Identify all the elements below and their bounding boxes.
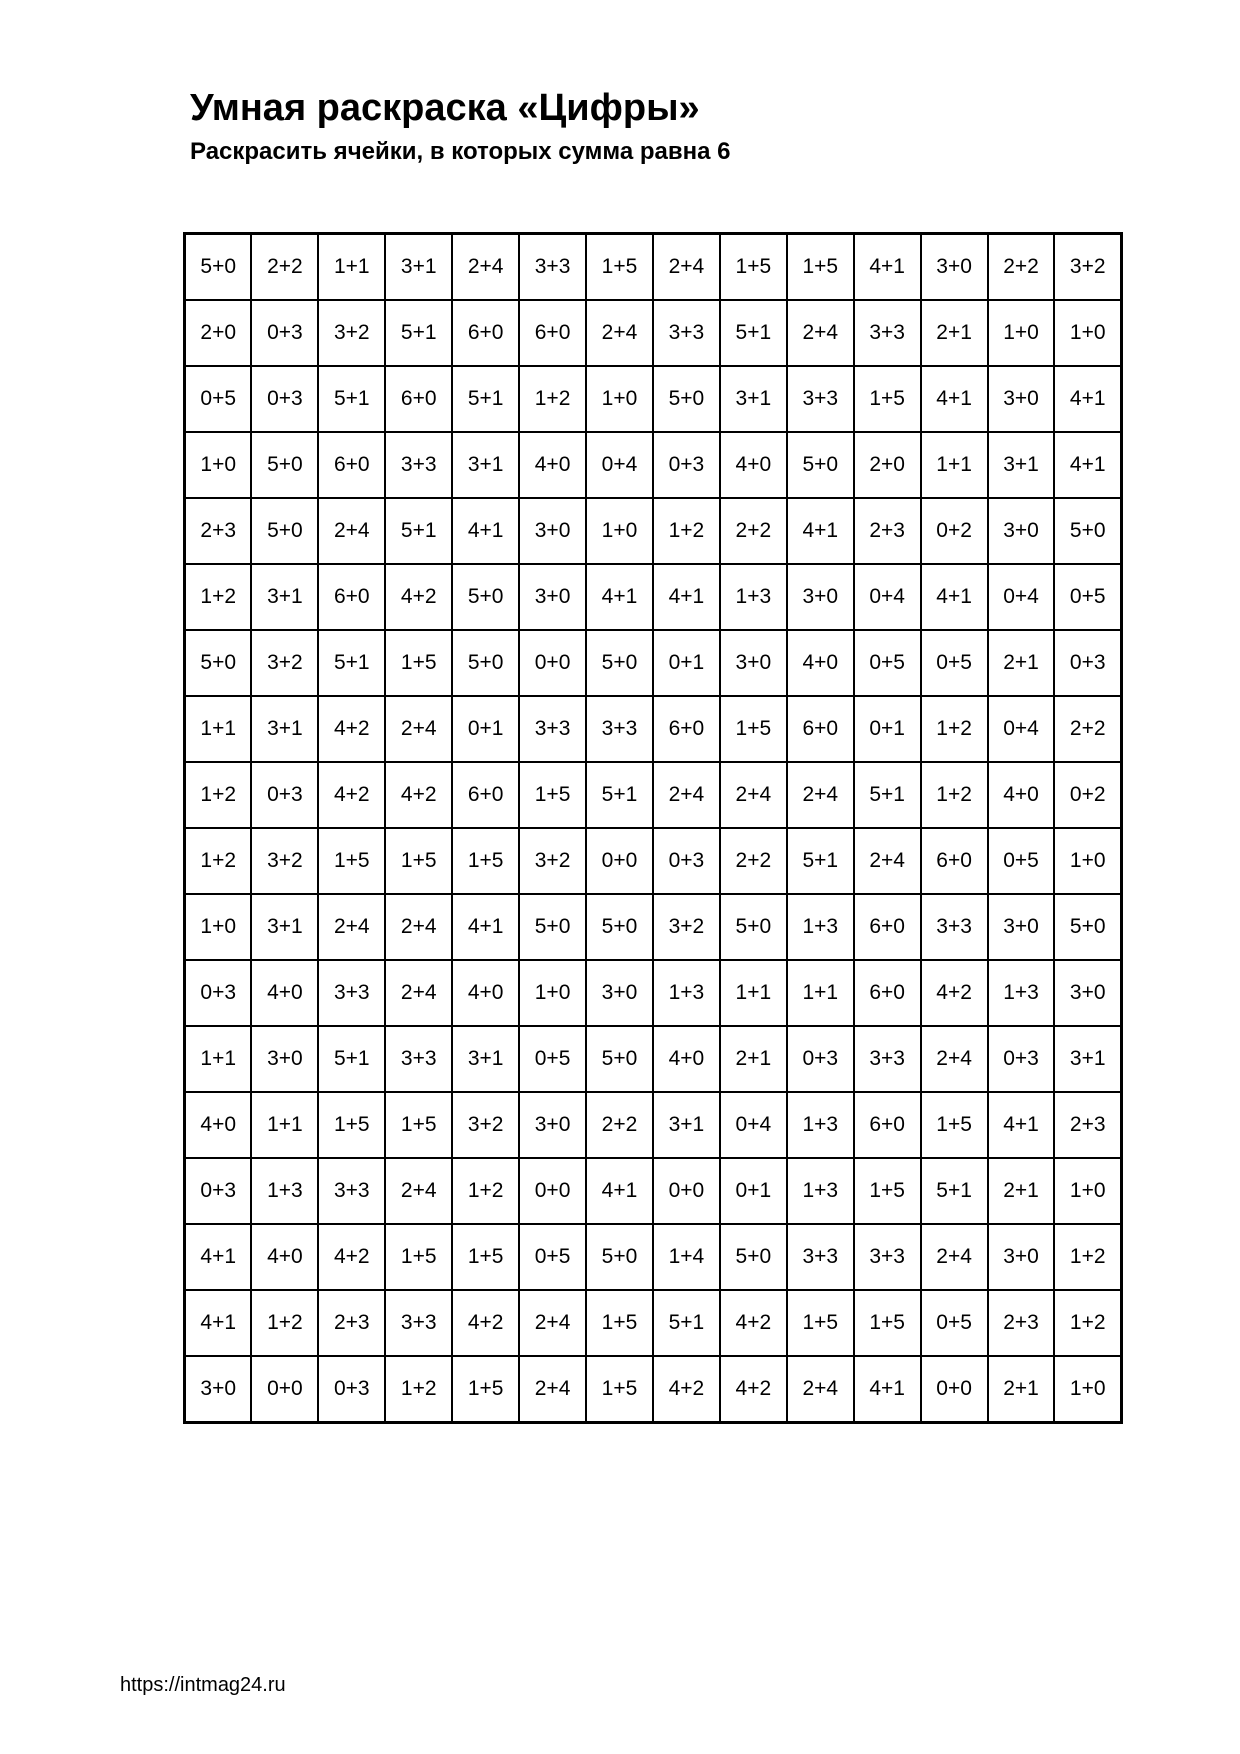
grid-cell[interactable]: 1+5 (787, 234, 854, 301)
grid-cell[interactable]: 3+1 (653, 1092, 720, 1158)
grid-cell[interactable]: 5+1 (452, 366, 519, 432)
grid-cell[interactable]: 1+2 (1054, 1224, 1121, 1290)
grid-cell[interactable]: 5+0 (251, 498, 318, 564)
grid-cell[interactable]: 2+1 (921, 300, 988, 366)
grid-cell[interactable]: 0+0 (251, 1356, 318, 1423)
grid-cell[interactable]: 4+2 (653, 1356, 720, 1423)
coloring-grid (183, 232, 1123, 1424)
grid-cell[interactable]: 4+1 (452, 894, 519, 960)
grid-cell[interactable]: 1+5 (854, 366, 921, 432)
grid-cell[interactable]: 5+1 (385, 498, 452, 564)
grid-cell[interactable]: 2+3 (854, 498, 921, 564)
grid-cell[interactable]: 3+0 (988, 894, 1055, 960)
grid-cell[interactable]: 3+2 (452, 1092, 519, 1158)
grid-cell[interactable]: 5+0 (787, 432, 854, 498)
grid-cell[interactable]: 2+4 (318, 498, 385, 564)
grid-cell[interactable]: 3+0 (988, 498, 1055, 564)
grid-cell[interactable]: 4+0 (452, 960, 519, 1026)
grid-cell[interactable]: 1+2 (185, 828, 252, 894)
grid-cell[interactable]: 4+1 (921, 564, 988, 630)
grid-row (185, 762, 1122, 828)
grid-cell[interactable]: 5+0 (586, 1026, 653, 1092)
grid-cell[interactable]: 2+4 (586, 300, 653, 366)
grid-cell[interactable]: 4+2 (720, 1290, 787, 1356)
grid-cell[interactable]: 3+3 (854, 300, 921, 366)
grid-cell[interactable]: 0+3 (251, 762, 318, 828)
grid-cell[interactable]: 1+2 (653, 498, 720, 564)
grid-cell[interactable]: 1+2 (185, 564, 252, 630)
grid-cell[interactable]: 3+2 (318, 300, 385, 366)
page-title: Умная раскраска «Цифры» (190, 87, 700, 129)
grid-cell[interactable]: 0+3 (185, 1158, 252, 1224)
grid-cell[interactable]: 2+4 (921, 1224, 988, 1290)
grid-cell[interactable]: 1+5 (452, 828, 519, 894)
grid-cell[interactable]: 3+0 (519, 564, 586, 630)
grid-cell[interactable]: 4+2 (385, 762, 452, 828)
grid-cell[interactable]: 1+3 (787, 1158, 854, 1224)
grid-cell[interactable]: 1+5 (385, 1092, 452, 1158)
grid-cell[interactable]: 0+1 (653, 630, 720, 696)
grid-cell[interactable]: 2+4 (385, 1158, 452, 1224)
grid-cell[interactable]: 5+0 (519, 894, 586, 960)
grid-cell[interactable]: 2+3 (1054, 1092, 1121, 1158)
grid-cell[interactable]: 2+4 (519, 1290, 586, 1356)
grid-cell[interactable]: 1+0 (185, 432, 252, 498)
grid-cell[interactable]: 4+0 (251, 1224, 318, 1290)
grid-cell[interactable]: 0+4 (854, 564, 921, 630)
grid-cell[interactable]: 5+1 (318, 630, 385, 696)
grid-cell[interactable]: 2+4 (452, 234, 519, 301)
grid-cell[interactable]: 2+3 (185, 498, 252, 564)
grid-row (185, 828, 1122, 894)
grid-cell[interactable]: 6+0 (921, 828, 988, 894)
grid-cell[interactable]: 0+5 (519, 1224, 586, 1290)
grid-cell[interactable]: 1+2 (921, 762, 988, 828)
grid-cell[interactable]: 4+0 (720, 432, 787, 498)
grid-cell[interactable]: 3+3 (318, 960, 385, 1026)
grid-cell[interactable]: 4+1 (185, 1224, 252, 1290)
grid-cell[interactable]: 4+0 (988, 762, 1055, 828)
grid-cell[interactable]: 1+0 (185, 894, 252, 960)
grid-cell[interactable]: 6+0 (318, 564, 385, 630)
grid-cell[interactable]: 5+0 (653, 366, 720, 432)
grid-cell[interactable]: 4+0 (653, 1026, 720, 1092)
grid-cell[interactable]: 4+1 (1054, 366, 1121, 432)
grid-cell[interactable]: 2+4 (385, 960, 452, 1026)
grid-cell[interactable]: 0+1 (854, 696, 921, 762)
grid-cell[interactable]: 1+1 (185, 696, 252, 762)
grid-cell[interactable]: 3+0 (921, 234, 988, 301)
grid-cell[interactable]: 6+0 (452, 300, 519, 366)
grid-cell[interactable]: 2+4 (854, 828, 921, 894)
grid-row (185, 366, 1122, 432)
grid-cell[interactable]: 3+3 (385, 1026, 452, 1092)
grid-cell[interactable]: 1+3 (988, 960, 1055, 1026)
grid-cell[interactable]: 0+5 (854, 630, 921, 696)
grid-cell[interactable]: 6+0 (787, 696, 854, 762)
grid-cell[interactable]: 6+0 (854, 894, 921, 960)
grid-cell[interactable]: 2+2 (1054, 696, 1121, 762)
grid-cell[interactable]: 4+2 (385, 564, 452, 630)
grid-cell[interactable]: 3+0 (251, 1026, 318, 1092)
grid-cell[interactable]: 0+3 (251, 366, 318, 432)
grid-cell[interactable]: 1+0 (586, 366, 653, 432)
grid-cell[interactable]: 1+2 (251, 1290, 318, 1356)
grid-cell[interactable]: 1+1 (720, 960, 787, 1026)
grid-cell[interactable]: 5+1 (653, 1290, 720, 1356)
grid-cell[interactable]: 3+0 (586, 960, 653, 1026)
grid-cell[interactable]: 2+0 (854, 432, 921, 498)
grid-cell[interactable]: 3+3 (921, 894, 988, 960)
grid-cell[interactable]: 0+4 (720, 1092, 787, 1158)
grid-cell[interactable]: 0+0 (653, 1158, 720, 1224)
grid-cell[interactable]: 4+1 (988, 1092, 1055, 1158)
grid-cell[interactable]: 2+4 (787, 762, 854, 828)
grid-cell[interactable]: 1+4 (653, 1224, 720, 1290)
grid-cell[interactable]: 5+0 (586, 894, 653, 960)
grid-cell[interactable]: 1+3 (787, 894, 854, 960)
grid-row (185, 630, 1122, 696)
grid-cell[interactable]: 1+3 (653, 960, 720, 1026)
grid-cell[interactable]: 1+2 (519, 366, 586, 432)
grid-cell[interactable]: 0+3 (988, 1026, 1055, 1092)
grid-cell[interactable]: 1+5 (452, 1356, 519, 1423)
grid-cell[interactable]: 1+5 (318, 828, 385, 894)
grid-cell[interactable]: 3+1 (988, 432, 1055, 498)
grid-cell[interactable]: 3+3 (385, 1290, 452, 1356)
grid-cell[interactable]: 5+1 (385, 300, 452, 366)
grid-cell[interactable]: 1+5 (720, 234, 787, 301)
grid-cell[interactable]: 0+5 (1054, 564, 1121, 630)
grid-cell[interactable]: 1+0 (519, 960, 586, 1026)
grid-row (185, 1158, 1122, 1224)
grid-cell[interactable]: 3+3 (653, 300, 720, 366)
grid-cell[interactable]: 3+0 (1054, 960, 1121, 1026)
grid-cell[interactable]: 3+1 (720, 366, 787, 432)
grid-cell[interactable]: 1+1 (251, 1092, 318, 1158)
grid-cell[interactable]: 0+1 (452, 696, 519, 762)
grid-row (185, 234, 1122, 301)
grid-row (185, 894, 1122, 960)
grid-cell[interactable]: 0+3 (251, 300, 318, 366)
grid-cell[interactable]: 5+0 (452, 564, 519, 630)
grid-cell[interactable]: 0+3 (1054, 630, 1121, 696)
grid-cell[interactable]: 0+4 (988, 564, 1055, 630)
grid-cell[interactable]: 6+0 (854, 1092, 921, 1158)
grid-cell[interactable]: 2+4 (653, 234, 720, 301)
grid-cell[interactable]: 2+4 (787, 300, 854, 366)
grid-cell[interactable]: 6+0 (385, 366, 452, 432)
grid-cell[interactable]: 4+0 (251, 960, 318, 1026)
grid-cell[interactable]: 3+0 (720, 630, 787, 696)
grid-cell[interactable]: 5+0 (586, 1224, 653, 1290)
grid-cell[interactable]: 1+1 (787, 960, 854, 1026)
grid-cell[interactable]: 1+1 (318, 234, 385, 301)
grid-cell[interactable]: 0+5 (988, 828, 1055, 894)
grid-row (185, 696, 1122, 762)
grid-cell[interactable]: 0+0 (921, 1356, 988, 1423)
grid-cell[interactable]: 2+4 (318, 894, 385, 960)
grid-cell[interactable]: 1+5 (318, 1092, 385, 1158)
grid-cell[interactable]: 1+3 (787, 1092, 854, 1158)
grid-cell[interactable]: 3+0 (988, 1224, 1055, 1290)
grid-row (185, 1224, 1122, 1290)
grid-cell[interactable]: 4+1 (854, 234, 921, 301)
grid-row (185, 564, 1122, 630)
grid-cell[interactable]: 1+2 (452, 1158, 519, 1224)
grid-cell[interactable]: 1+2 (185, 762, 252, 828)
grid-cell[interactable]: 1+0 (1054, 300, 1121, 366)
grid-row (185, 1290, 1122, 1356)
grid-row (185, 1356, 1122, 1423)
grid-cell[interactable]: 3+0 (185, 1356, 252, 1423)
grid-cell[interactable]: 2+3 (988, 1290, 1055, 1356)
grid-cell[interactable]: 1+0 (1054, 828, 1121, 894)
grid-cell[interactable]: 3+1 (385, 234, 452, 301)
grid-cell[interactable]: 1+5 (921, 1092, 988, 1158)
grid-cell[interactable]: 6+0 (854, 960, 921, 1026)
grid-cell[interactable]: 0+0 (519, 630, 586, 696)
grid-cell[interactable]: 0+4 (988, 696, 1055, 762)
grid-row (185, 960, 1122, 1026)
grid-cell[interactable]: 4+1 (185, 1290, 252, 1356)
grid-cell[interactable]: 5+1 (921, 1158, 988, 1224)
grid-cell[interactable]: 0+5 (921, 1290, 988, 1356)
grid-cell[interactable]: 3+3 (854, 1026, 921, 1092)
grid-cell[interactable]: 3+3 (519, 696, 586, 762)
grid-cell[interactable]: 3+0 (519, 498, 586, 564)
grid-cell[interactable]: 3+2 (519, 828, 586, 894)
grid-cell[interactable]: 1+0 (988, 300, 1055, 366)
grid-cell[interactable]: 3+3 (385, 432, 452, 498)
grid-cell[interactable]: 0+2 (1054, 762, 1121, 828)
grid-cell[interactable]: 5+1 (586, 762, 653, 828)
grid-cell[interactable]: 3+1 (452, 432, 519, 498)
grid-row (185, 432, 1122, 498)
grid-cell[interactable]: 5+0 (720, 894, 787, 960)
grid-cell[interactable]: 4+1 (854, 1356, 921, 1423)
grid-cell[interactable]: 4+1 (787, 498, 854, 564)
grid-cell[interactable]: 6+0 (519, 300, 586, 366)
grid-cell[interactable]: 5+0 (720, 1224, 787, 1290)
grid-cell[interactable]: 5+0 (185, 630, 252, 696)
grid-cell[interactable]: 1+0 (586, 498, 653, 564)
grid-cell[interactable]: 0+3 (653, 432, 720, 498)
grid-row (185, 1092, 1122, 1158)
grid-cell[interactable]: 2+4 (385, 894, 452, 960)
grid-cell[interactable]: 3+0 (988, 366, 1055, 432)
grid-cell[interactable]: 2+2 (586, 1092, 653, 1158)
grid-cell[interactable]: 5+0 (1054, 498, 1121, 564)
grid-cell[interactable]: 3+1 (1054, 1026, 1121, 1092)
grid-body (185, 234, 1122, 1423)
grid-cell[interactable]: 3+2 (653, 894, 720, 960)
grid-cell[interactable]: 2+4 (720, 762, 787, 828)
footer-url: https://intmag24.ru (120, 1674, 286, 1696)
grid-cell[interactable]: 4+2 (720, 1356, 787, 1423)
grid-cell[interactable]: 5+1 (318, 1026, 385, 1092)
grid-cell[interactable]: 0+4 (586, 432, 653, 498)
grid-cell[interactable]: 4+1 (452, 498, 519, 564)
grid-cell[interactable]: 0+3 (787, 1026, 854, 1092)
grid-cell[interactable]: 3+1 (251, 696, 318, 762)
grid-cell[interactable]: 0+3 (318, 1356, 385, 1423)
grid-cell[interactable]: 1+3 (720, 564, 787, 630)
grid-cell[interactable]: 4+2 (318, 762, 385, 828)
grid-cell[interactable]: 1+5 (854, 1290, 921, 1356)
grid-cell[interactable]: 1+5 (720, 696, 787, 762)
grid-cell[interactable]: 3+0 (519, 1092, 586, 1158)
grid-cell[interactable]: 3+2 (1054, 234, 1121, 301)
grid-cell[interactable]: 2+2 (720, 828, 787, 894)
grid-cell[interactable]: 2+3 (318, 1290, 385, 1356)
grid-cell[interactable]: 5+0 (251, 432, 318, 498)
grid-cell[interactable]: 4+0 (185, 1092, 252, 1158)
grid-cell[interactable]: 4+0 (519, 432, 586, 498)
grid-cell[interactable]: 0+5 (185, 366, 252, 432)
grid-cell[interactable]: 5+1 (318, 366, 385, 432)
grid-cell[interactable]: 4+2 (318, 1224, 385, 1290)
grid-cell[interactable]: 3+3 (787, 1224, 854, 1290)
grid-cell[interactable]: 0+5 (921, 630, 988, 696)
grid-cell[interactable]: 6+0 (452, 762, 519, 828)
grid-cell[interactable]: 1+1 (921, 432, 988, 498)
grid-cell[interactable]: 1+5 (586, 1290, 653, 1356)
grid-cell[interactable]: 1+3 (251, 1158, 318, 1224)
grid-cell[interactable]: 2+0 (185, 300, 252, 366)
grid-cell[interactable]: 3+2 (251, 630, 318, 696)
grid-cell[interactable]: 5+0 (1054, 894, 1121, 960)
grid-cell[interactable]: 1+2 (385, 1356, 452, 1423)
grid-cell[interactable]: 2+1 (988, 1356, 1055, 1423)
grid-cell[interactable]: 3+1 (452, 1026, 519, 1092)
grid-cell[interactable]: 4+1 (921, 366, 988, 432)
grid-cell[interactable]: 3+3 (519, 234, 586, 301)
grid-cell[interactable]: 0+2 (921, 498, 988, 564)
grid-cell[interactable]: 6+0 (653, 696, 720, 762)
grid-cell[interactable]: 5+0 (452, 630, 519, 696)
grid-cell[interactable]: 2+2 (251, 234, 318, 301)
grid-cell[interactable]: 5+0 (586, 630, 653, 696)
grid-cell[interactable]: 1+2 (1054, 1290, 1121, 1356)
grid-cell[interactable]: 1+5 (586, 234, 653, 301)
grid-cell[interactable]: 1+2 (921, 696, 988, 762)
grid-cell[interactable]: 3+0 (787, 564, 854, 630)
grid-cell[interactable]: 4+1 (586, 564, 653, 630)
grid-row (185, 1026, 1122, 1092)
grid-cell[interactable]: 1+0 (1054, 1158, 1121, 1224)
grid-cell[interactable]: 3+2 (251, 828, 318, 894)
grid-cell[interactable]: 0+5 (519, 1026, 586, 1092)
grid-cell[interactable]: 1+5 (385, 828, 452, 894)
grid-cell[interactable]: 3+1 (251, 564, 318, 630)
grid-cell[interactable]: 4+1 (653, 564, 720, 630)
grid-cell[interactable]: 2+4 (385, 696, 452, 762)
grid-cell[interactable]: 1+5 (586, 1356, 653, 1423)
grid-cell[interactable]: 0+3 (653, 828, 720, 894)
grid-cell[interactable]: 3+3 (586, 696, 653, 762)
grid-row (185, 300, 1122, 366)
grid-cell[interactable]: 0+0 (519, 1158, 586, 1224)
grid-cell[interactable]: 4+2 (921, 960, 988, 1026)
grid-cell[interactable]: 2+4 (921, 1026, 988, 1092)
grid-cell[interactable]: 3+3 (787, 366, 854, 432)
grid-cell[interactable]: 0+0 (586, 828, 653, 894)
grid-cell[interactable]: 2+4 (653, 762, 720, 828)
grid-cell[interactable]: 5+1 (854, 762, 921, 828)
grid-cell[interactable]: 0+1 (720, 1158, 787, 1224)
grid-cell[interactable]: 5+1 (787, 828, 854, 894)
grid-cell[interactable]: 5+1 (720, 300, 787, 366)
grid-cell[interactable]: 3+3 (854, 1224, 921, 1290)
grid-cell[interactable]: 6+0 (318, 432, 385, 498)
grid-cell[interactable]: 4+1 (586, 1158, 653, 1224)
grid-cell[interactable]: 2+1 (720, 1026, 787, 1092)
grid-cell[interactable]: 1+1 (185, 1026, 252, 1092)
grid-cell[interactable]: 4+0 (787, 630, 854, 696)
grid-cell[interactable]: 1+5 (519, 762, 586, 828)
grid-cell[interactable]: 0+3 (185, 960, 252, 1026)
grid-cell[interactable]: 2+4 (787, 1356, 854, 1423)
grid-cell[interactable]: 1+0 (1054, 1356, 1121, 1423)
grid-cell[interactable]: 2+1 (988, 1158, 1055, 1224)
grid-cell[interactable]: 1+5 (385, 1224, 452, 1290)
grid-cell[interactable]: 4+2 (318, 696, 385, 762)
grid-cell[interactable]: 3+1 (251, 894, 318, 960)
page-subtitle: Раскрасить ячейки, в которых сумма равна 6 (190, 138, 731, 165)
grid-cell[interactable]: 1+5 (452, 1224, 519, 1290)
grid-cell[interactable]: 2+4 (519, 1356, 586, 1423)
grid-cell[interactable]: 4+1 (1054, 432, 1121, 498)
grid-cell[interactable]: 1+5 (385, 630, 452, 696)
grid-cell[interactable]: 2+1 (988, 630, 1055, 696)
grid-cell[interactable]: 2+2 (988, 234, 1055, 301)
grid-cell[interactable]: 2+2 (720, 498, 787, 564)
grid-row (185, 498, 1122, 564)
grid-cell[interactable]: 1+5 (854, 1158, 921, 1224)
grid-cell[interactable]: 1+5 (787, 1290, 854, 1356)
grid-cell[interactable]: 3+3 (318, 1158, 385, 1224)
grid-cell[interactable]: 5+0 (185, 234, 252, 301)
grid-cell[interactable]: 4+2 (452, 1290, 519, 1356)
